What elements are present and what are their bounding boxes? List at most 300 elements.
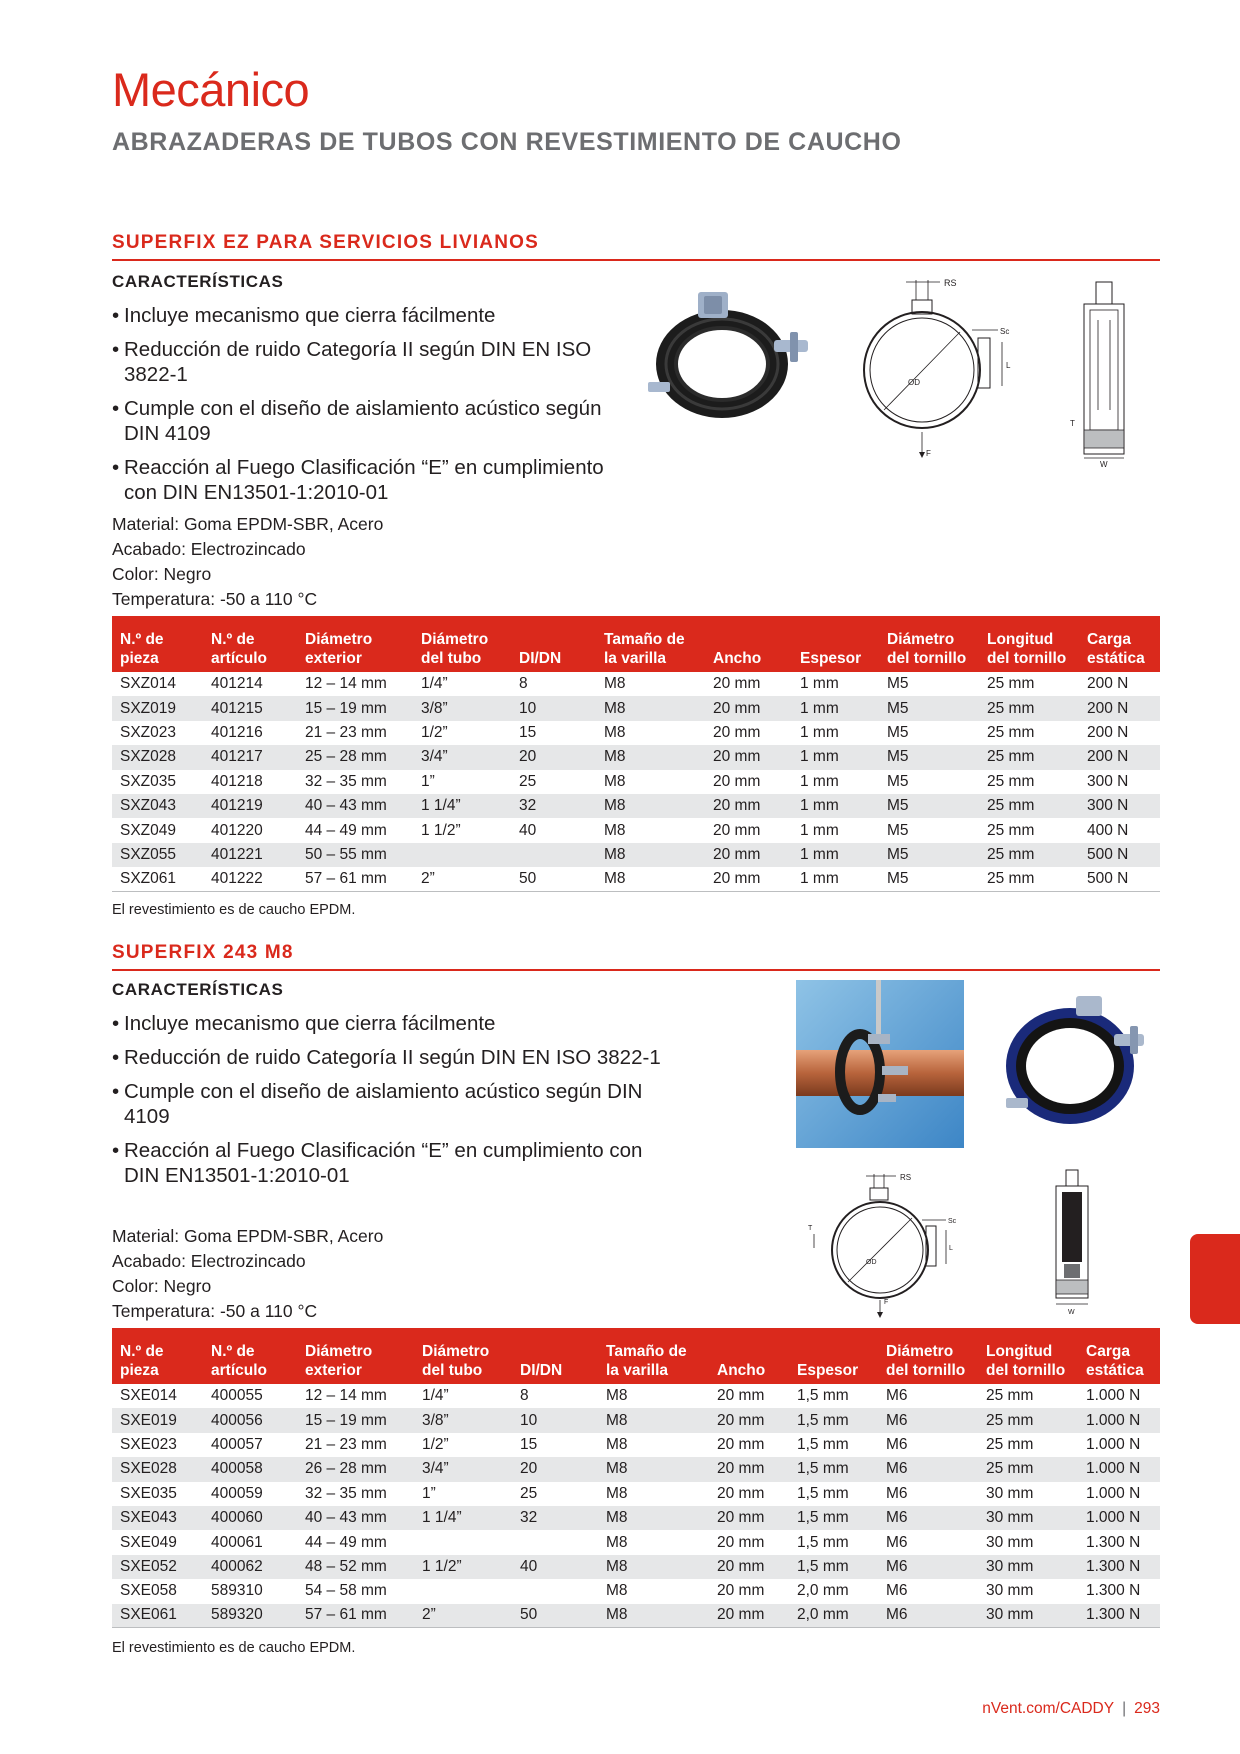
section2-characteristics-title: CARACTERÍSTICAS [112,980,284,999]
table-cell: 1” [422,1484,436,1502]
table-cell: 48 – 52 mm [297,1555,414,1579]
table-cell: 20 mm [713,675,761,693]
col-di-dn: DI/DN [512,1328,598,1384]
table-cell [511,843,596,867]
table-cell: 25 mm [979,843,1079,867]
table-cell: 400061 [211,1533,263,1551]
table-cell: 589320 [203,1604,297,1628]
table-cell: 2” [414,1604,512,1628]
section2-specs [112,1224,383,1324]
table-row [112,1457,1160,1481]
table-cell: M8 [604,821,626,839]
section1-side-diagram [1064,280,1144,470]
col-pieza: N.º de pieza [112,616,203,672]
col-espesor: Espesor [792,616,879,672]
table-header-row [112,1328,1160,1384]
table-cell: 20 mm [709,1457,789,1481]
col-varilla: Tamaño de la varilla [598,1328,709,1384]
table-cell: M8 [596,745,705,769]
table-cell: 25 mm [987,675,1035,693]
table-cell: M8 [596,696,705,720]
table-cell: M5 [879,867,979,891]
table-cell: 20 [511,745,596,769]
feature-item: • Cumple con el diseño de aislamiento acústico según DIN 4109 [112,397,602,445]
table-row [112,794,1160,818]
table-cell: 25 – 28 mm [297,745,413,769]
col-pieza: N.º de pieza [112,1328,203,1384]
col-diametro-tornillo: Diámetro del tornillo [878,1328,978,1384]
table-cell: 401221 [203,843,297,867]
label-t: T [808,1225,813,1232]
section1-table [112,616,1160,892]
table-cell: M8 [598,1506,709,1530]
feature-item: • Reducción de ruido Categoría II según DIN EN ISO 3822-1 [112,338,592,386]
table-cell: 20 mm [705,745,792,769]
table-cell: 40 – 43 mm [297,1506,414,1530]
table-cell: 3/8” [414,1408,512,1432]
table-cell: 20 mm [709,1506,789,1530]
table-cell: 3/8” [413,696,511,720]
table-cell: 32 [511,794,596,818]
table-cell: M5 [887,675,909,693]
col-articulo: N.º de artículo [203,616,297,672]
label-f: F [884,1299,889,1306]
table-cell: 25 [520,1484,538,1502]
table-cell: 401218 [211,772,263,790]
table-cell: 200 N [1079,745,1160,769]
table-row [112,770,1160,794]
table-cell: M8 [598,1408,709,1432]
table-cell: 30 mm [978,1506,1078,1530]
table-cell: 44 – 49 mm [305,1533,387,1551]
table-cell: SXE043 [112,1506,203,1530]
table-cell: 50 – 55 mm [297,843,413,867]
table-cell: M8 [606,1582,628,1600]
table-cell: 20 mm [717,1435,765,1453]
table-cell: 50 [511,867,596,891]
table-cell: 8 [519,675,528,693]
section1-front-diagram [840,270,1020,470]
section2-product-photo [990,990,1160,1130]
table-row [112,721,1160,745]
table-cell: M6 [878,1555,978,1579]
col-longitud-tornillo: Longitud del tornillo [978,1328,1078,1384]
table-cell: 40 [512,1555,598,1579]
table-cell: SXE019 [112,1408,203,1432]
table-cell: 2,0 mm [797,1582,849,1600]
table-cell: M8 [604,723,626,741]
table-cell: SXZ014 [120,675,177,693]
table-cell: 3/4” [414,1457,512,1481]
table-cell: SXZ028 [112,745,203,769]
table-cell: M8 [598,1604,709,1628]
table-cell: 1.000 N [1086,1435,1141,1453]
table-cell: M6 [878,1506,978,1530]
table-cell: 25 mm [987,772,1035,790]
table-cell: M5 [887,821,909,839]
table-cell: 401216 [211,723,263,741]
table-cell: 1.000 N [1078,1408,1160,1432]
table-cell: M5 [879,843,979,867]
spec-color: Color: Negro [112,564,212,584]
table-cell: 1.000 N [1086,1387,1141,1405]
table-cell: 200 N [1079,696,1160,720]
table-cell: 500 N [1079,843,1160,867]
table-cell: 2,0 mm [789,1604,878,1628]
table-cell: 12 – 14 mm [305,1387,387,1405]
table-cell [414,1530,512,1554]
table-cell: 1.300 N [1078,1555,1160,1579]
table-cell: 57 – 61 mm [297,867,413,891]
table-cell: 54 – 58 mm [305,1582,387,1600]
table-cell: 1 1/2” [421,821,461,839]
section2-table [112,1328,1160,1628]
table-cell: 25 mm [979,745,1079,769]
table-cell: 1,5 mm [797,1484,849,1502]
table-cell: 25 mm [987,821,1035,839]
table-row [112,1579,1160,1603]
label-sc: Sc [948,1218,957,1225]
table-cell: M8 [606,1533,628,1551]
table-cell: 15 [519,723,537,741]
table-cell: 400056 [203,1408,297,1432]
table-cell: 401219 [203,794,297,818]
table-cell [414,1579,512,1603]
table-cell: 30 mm [986,1533,1034,1551]
table-cell: 25 mm [986,1435,1034,1453]
section2-installation-photo [796,980,964,1148]
table-cell: SXE058 [120,1582,177,1600]
section2-note: El revestimiento es de caucho EPDM. [112,1640,356,1656]
table-cell: M8 [596,843,705,867]
table-cell: 1.300 N [1086,1582,1141,1600]
table-cell: M8 [596,794,705,818]
table-cell: 20 [512,1457,598,1481]
table-cell: SXE035 [120,1484,177,1502]
footer-separator: | [1122,1700,1127,1717]
table-cell: M8 [596,867,705,891]
table-cell: 40 – 43 mm [297,794,413,818]
page-subtitle: ABRAZADERAS DE TUBOS CON REVESTIMIENTO DE CAUCHO [112,128,902,156]
section1-product-photo [640,282,830,422]
table-cell: M8 [606,1387,628,1405]
section1-feature-list [112,303,612,514]
section1-note: El revestimiento es de caucho EPDM. [112,902,356,918]
feature-item: • Incluye mecanismo que cierra fácilmente [112,1012,496,1035]
table-cell: M8 [598,1555,709,1579]
table-cell [512,1579,598,1603]
label-rs: RS [900,1173,912,1182]
table-cell: 1/4” [421,675,448,693]
table-cell: 30 mm [986,1582,1034,1600]
label-sc: Sc [1000,327,1010,336]
table-cell: 400057 [211,1435,263,1453]
table-row [112,1555,1160,1579]
page-number: 293 [1134,1700,1160,1717]
table-cell: 32 – 35 mm [305,772,387,790]
table-cell: 1.000 N [1078,1457,1160,1481]
col-diametro-tornillo: Diámetro del tornillo [879,616,979,672]
col-articulo: N.º de artículo [203,1328,297,1384]
table-cell: 20 mm [705,696,792,720]
table-row [112,843,1160,867]
table-cell: 400060 [203,1506,297,1530]
table-cell: SXZ049 [120,821,177,839]
table-row [112,818,1160,842]
feature-item: • Reducción de ruido Categoría II según DIN EN ISO 3822-1 [112,1046,661,1069]
table-cell: SXZ035 [120,772,177,790]
col-ancho: Ancho [705,616,792,672]
table-cell: 44 – 49 mm [305,821,387,839]
table-cell: 20 mm [713,821,761,839]
table-cell: SXE028 [112,1457,203,1481]
col-diametro-tubo: Diámetro del tubo [414,1328,512,1384]
feature-item: • Cumple con el diseño de aislamiento acústico según DIN 4109 [112,1080,643,1128]
section2-side-diagram [1042,1168,1102,1318]
table-cell: 26 – 28 mm [297,1457,414,1481]
table-cell: 400059 [211,1484,263,1502]
table-cell: SXE052 [112,1555,203,1579]
table-cell: M8 [604,675,626,693]
table-cell: 1 mm [792,843,879,867]
table-cell: SXE061 [112,1604,203,1628]
table-cell: 400058 [203,1457,297,1481]
table-cell: 1,5 mm [789,1506,878,1530]
table-cell: 10 [512,1408,598,1432]
table-cell: 400055 [211,1387,263,1405]
table-cell: M6 [886,1435,908,1453]
table-cell: 20 mm [717,1582,765,1600]
label-rs: RS [944,278,957,288]
table-cell: 2” [413,867,511,891]
col-diametro-exterior: Diámetro exterior [297,1328,414,1384]
table-cell: 1,5 mm [789,1457,878,1481]
label-w: W [1068,1309,1075,1316]
table-cell: SXE049 [120,1533,177,1551]
col-carga: Carga estática [1078,1328,1160,1384]
table-cell: 1,5 mm [789,1555,878,1579]
table-cell: 25 mm [987,723,1035,741]
table-cell [512,1530,598,1554]
table-row [112,1482,1160,1506]
table-cell: 25 mm [986,1387,1034,1405]
table-cell: 3/4” [413,745,511,769]
table-cell: 20 mm [709,1408,789,1432]
table-cell: 1 1/2” [414,1555,512,1579]
table-cell: M8 [606,1435,628,1453]
section1-heading: SUPERFIX EZ PARA SERVICIOS LIVIANOS [112,232,1160,261]
table-cell: 32 [512,1506,598,1530]
table-cell: M5 [879,696,979,720]
section1-characteristics-title: CARACTERÍSTICAS [112,272,284,291]
footer-site: nVent.com/CADDY [982,1700,1115,1717]
table-cell: 20 mm [713,772,761,790]
spec-finish: Acabado: Electrozincado [112,1251,306,1271]
feature-item: • Reacción al Fuego Clasificación “E” en cumplimiento con DIN EN13501-1:2010-01 [112,1139,643,1187]
feature-item: • Reacción al Fuego Clasificación “E” en cumplimiento con DIN EN13501-1:2010-01 [112,456,604,504]
spec-temperature: Temperatura: -50 a 110 °C [112,1301,318,1321]
section2-front-diagram [800,1170,970,1320]
table-cell: 1,5 mm [797,1435,849,1453]
table-cell: 1 mm [800,675,839,693]
table-cell: M6 [886,1387,908,1405]
label-l: L [1006,361,1011,370]
table-cell: 15 [520,1435,538,1453]
table-cell: SXZ043 [112,794,203,818]
label-od: OD [866,1259,877,1266]
table-cell: 1 mm [800,821,839,839]
table-cell: 401220 [211,821,263,839]
table-row [112,1433,1160,1457]
table-cell: 1 mm [800,772,839,790]
table-cell: 1.300 N [1086,1533,1141,1551]
section2-feature-list [112,1011,672,1197]
table-header-row [112,616,1160,672]
table-cell: 25 [519,772,537,790]
table-cell: 10 [511,696,596,720]
spec-temperature: Temperatura: -50 a 110 °C [112,589,318,609]
table-cell: 30 mm [986,1484,1034,1502]
table-cell: 1” [421,772,435,790]
table-cell: 32 – 35 mm [305,1484,387,1502]
table-cell: 25 mm [979,867,1079,891]
table-row [112,1604,1160,1628]
table-row [112,745,1160,769]
col-longitud-tornillo: Longitud del tornillo [979,616,1079,672]
table-cell: 1 mm [792,696,879,720]
table-cell: 400 N [1087,821,1129,839]
table-cell: 400062 [203,1555,297,1579]
table-cell [413,843,511,867]
table-cell: 30 mm [978,1604,1078,1628]
table-cell: 300 N [1079,794,1160,818]
table-cell: 1 mm [800,723,839,741]
table-cell: 57 – 61 mm [297,1604,414,1628]
table-cell: 1.000 N [1086,1484,1141,1502]
table-cell: 12 – 14 mm [305,675,387,693]
table-row [112,672,1160,696]
table-row [112,867,1160,891]
section-tab-marker [1190,1234,1240,1324]
col-varilla: Tamaño de la varilla [596,616,705,672]
table-cell: M6 [878,1408,978,1432]
table-cell: M6 [886,1582,908,1600]
col-ancho: Ancho [709,1328,789,1384]
table-cell: 21 – 23 mm [305,1435,387,1453]
table-cell: 200 N [1087,675,1129,693]
table-cell: M5 [879,794,979,818]
table-cell: 200 N [1087,723,1129,741]
table-cell: 30 mm [978,1555,1078,1579]
table-cell: M8 [606,1484,628,1502]
table-cell: SXE014 [120,1387,177,1405]
table-cell: 1/4” [422,1387,449,1405]
table-cell: M5 [887,723,909,741]
table-cell: M5 [879,745,979,769]
table-cell: 20 mm [709,1555,789,1579]
label-od: OD [908,378,920,387]
table-cell: 401217 [203,745,297,769]
table-cell: 401215 [203,696,297,720]
spec-finish: Acabado: Electrozincado [112,539,306,559]
table-cell: 20 mm [705,867,792,891]
col-carga: Carga estática [1079,616,1160,672]
table-cell: SXZ023 [120,723,177,741]
table-cell: 401222 [203,867,297,891]
table-row [112,1384,1160,1408]
table-cell: 1 mm [792,867,879,891]
table-cell: 500 N [1079,867,1160,891]
table-cell: M8 [598,1457,709,1481]
table-cell: 25 mm [978,1408,1078,1432]
page-title: Mecánico [112,63,310,116]
table-cell: M6 [878,1457,978,1481]
table-cell: 1 mm [792,794,879,818]
table-cell: M5 [887,772,909,790]
table-cell: 25 mm [979,794,1079,818]
col-diametro-tubo: Diámetro del tubo [413,616,511,672]
table-cell: SXZ061 [112,867,203,891]
table-cell: 20 mm [717,1387,765,1405]
spec-material: Material: Goma EPDM-SBR, Acero [112,1226,384,1246]
table-cell: 40 [519,821,537,839]
table-cell: M8 [604,772,626,790]
table-cell: 1.300 N [1078,1604,1160,1628]
table-cell: 20 mm [717,1533,765,1551]
label-l: L [949,1245,953,1252]
table-cell: 20 mm [705,794,792,818]
table-cell: 1/2” [422,1435,449,1453]
col-di-dn: DI/DN [511,616,596,672]
spec-material: Material: Goma EPDM-SBR, Acero [112,514,384,534]
label-w: W [1100,460,1108,469]
table-cell: 15 – 19 mm [297,1408,414,1432]
table-cell: SXZ019 [112,696,203,720]
table-cell: 25 mm [979,696,1079,720]
col-diametro-exterior: Diámetro exterior [297,616,413,672]
table-cell: 20 mm [717,1484,765,1502]
table-cell: 25 mm [978,1457,1078,1481]
table-row [112,1530,1160,1554]
table-cell: 1 mm [792,745,879,769]
table-row [112,1506,1160,1530]
table-cell: 8 [520,1387,529,1405]
label-t: T [1070,419,1075,428]
table-cell: M6 [878,1604,978,1628]
table-row [112,696,1160,720]
table-cell: 300 N [1087,772,1129,790]
feature-item: • Incluye mecanismo que cierra fácilmente [112,304,496,327]
table-cell: 1,5 mm [797,1533,849,1551]
table-cell: 20 mm [709,1604,789,1628]
table-cell: 401214 [211,675,263,693]
table-row [112,1408,1160,1432]
label-f: F [926,449,931,458]
section2-heading: SUPERFIX 243 M8 [112,942,1160,971]
table-cell: 1 1/4” [413,794,511,818]
table-cell: 1 1/4” [414,1506,512,1530]
table-cell: 21 – 23 mm [305,723,387,741]
page-footer [982,1700,1160,1718]
table-cell: 15 – 19 mm [297,696,413,720]
table-cell: 20 mm [705,843,792,867]
table-cell: M6 [886,1533,908,1551]
table-cell: 1/2” [421,723,448,741]
table-cell: 1,5 mm [789,1408,878,1432]
spec-color: Color: Negro [112,1276,212,1296]
table-cell: SXE023 [120,1435,177,1453]
table-cell: SXZ055 [112,843,203,867]
